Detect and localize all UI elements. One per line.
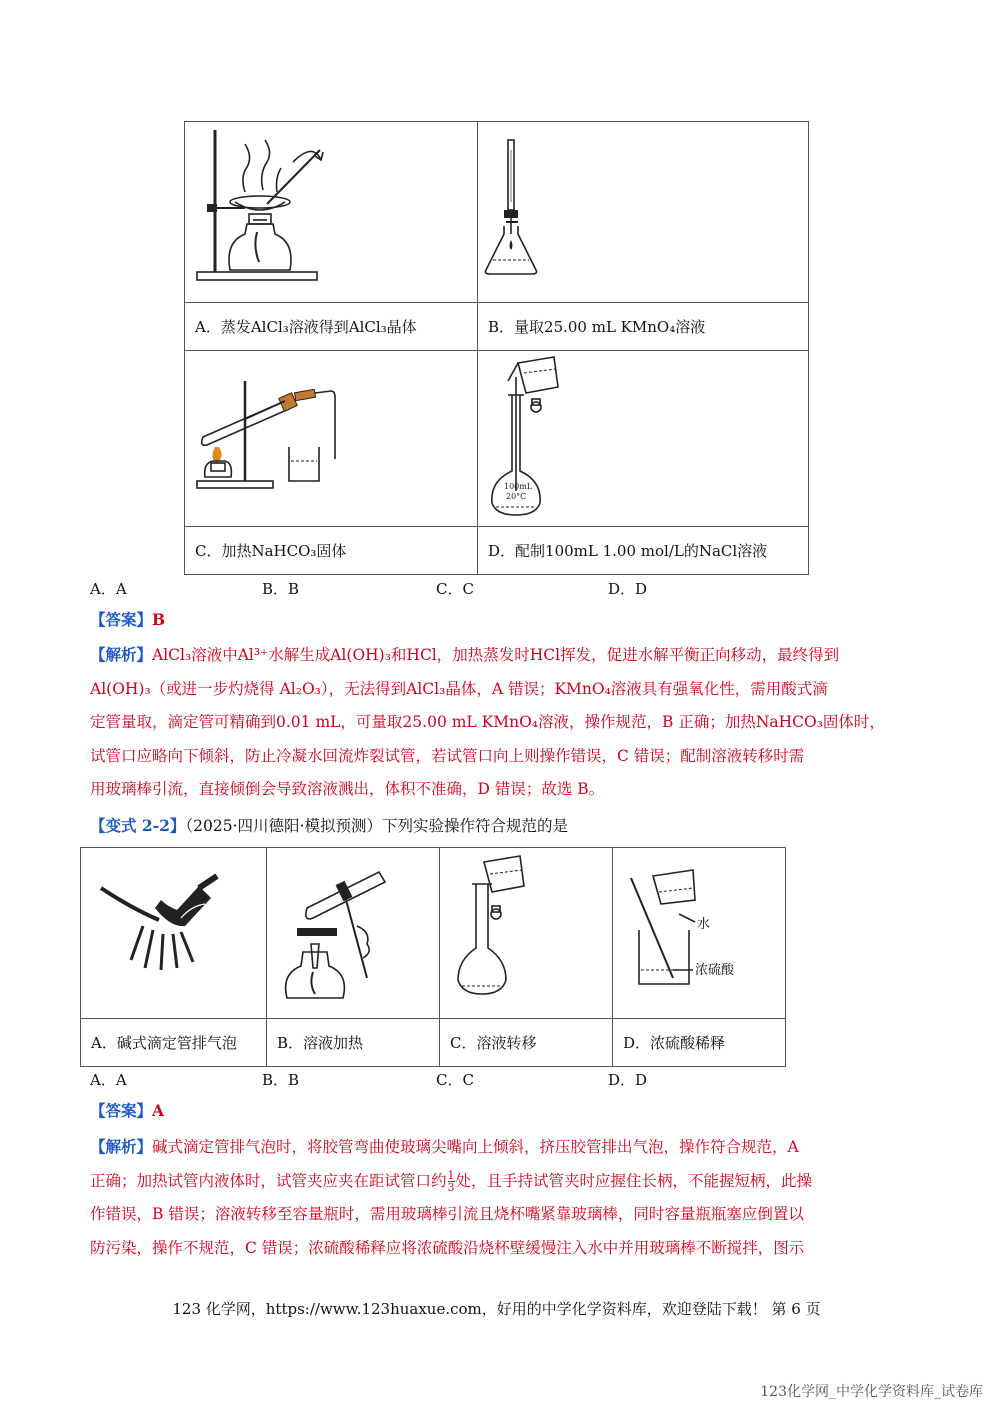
q1-analysis-line: 用玻璃棒引流，直接倾倒会导致溶液溅出，体积不准确，D 错误；故选 B。 — [90, 780, 605, 798]
q1-caption-b: B．量取25.00 mL KMnO₄溶液 — [488, 318, 706, 336]
flask-temp-label: 20°C — [506, 492, 527, 501]
q1-answer — [90, 603, 902, 638]
q1-analysis-line: AlCl₃溶液中Al³⁺水解生成Al(OH)₃和HCl，加热蒸发时HCl挥发，促进水解平衡正向移动，最终得到 — [152, 646, 840, 664]
q2-analysis-line: 碱式滴定管排气泡时，将胶管弯曲使玻璃尖嘴向上倾斜，挤压胶管排出气泡，操作符合规范，A — [152, 1138, 799, 1156]
q1-figure-table — [184, 121, 809, 575]
q1-caption-a: A．蒸发AlCl₃溶液得到AlCl₃晶体 — [195, 318, 417, 336]
q2-stem — [90, 814, 568, 836]
burette-flask-image — [478, 122, 808, 302]
q1-cell-a-caption — [185, 303, 478, 351]
q2-cell-c-caption — [440, 1019, 613, 1067]
q2-answer — [90, 1094, 902, 1129]
q2-analysis — [90, 1130, 902, 1265]
q1-cell-d-caption — [478, 527, 809, 575]
q2-analysis-label: 【解析】 — [90, 1137, 153, 1156]
watermark: 123化学网_中学化学资料库_试卷库 — [760, 1384, 983, 1400]
q1-cell-b-figure — [478, 122, 809, 303]
q2-stem-text: （2025·四川德阳·模拟预测）下列实验操作符合规范的是 — [185, 817, 568, 835]
evaporation-apparatus-image — [185, 122, 477, 302]
water-label: 水 — [697, 917, 711, 932]
q2-cell-d-figure — [613, 848, 786, 1019]
q2-options — [90, 1069, 790, 1089]
q1-cell-b-caption — [478, 303, 809, 351]
q1-cell-c-figure — [185, 351, 478, 527]
q1-answer-label: 【答案】 — [90, 610, 153, 629]
q2-cell-b-caption — [267, 1019, 440, 1067]
q2-caption-c: C．溶液转移 — [450, 1034, 537, 1052]
q2-figure-table — [80, 847, 786, 1067]
q1-options — [90, 578, 790, 598]
heating-test-tube-image — [185, 351, 477, 526]
q1-option-d: D．D — [608, 580, 648, 598]
q2-tag: 【变式 2-2】 — [90, 816, 186, 835]
q2-cell-c-figure — [440, 848, 613, 1019]
q2-answer-label: 【答案】 — [90, 1101, 153, 1120]
q1-option-a: A．A — [90, 580, 127, 598]
q1-option-c: C．C — [436, 580, 474, 598]
q1-cell-c-caption — [185, 527, 478, 575]
q2-option-b: B．B — [262, 1071, 300, 1089]
acid-dilution-image — [613, 848, 785, 1018]
fraction — [448, 1170, 455, 1193]
q1-analysis-line: 试管口应略向下倾斜，防止冷凝水回流炸裂试管，若试管口向上则操作错误，C 错误；配制溶液转移时需 — [90, 746, 805, 765]
q2-cell-b-figure — [267, 848, 440, 1019]
liquid-heating-image — [267, 848, 439, 1018]
q2-option-c: C．C — [436, 1071, 474, 1089]
solution-transfer-image — [440, 848, 612, 1018]
flask-volume-label: 100mL — [504, 482, 533, 491]
q2-analysis-line: 处，且手持试管夹时应握住长柄，不能握短柄，此操 — [455, 1171, 813, 1190]
q1-caption-c: C．加热NaHCO₃固体 — [195, 542, 347, 560]
q2-analysis-line: 作错误，B 错误；溶液转移至容量瓶时，需用玻璃棒引流且烧杯嘴紧靠玻璃棒，同时容量瓶瓶塞应倒置以 — [90, 1205, 804, 1223]
burette-bubble-image — [81, 848, 266, 1018]
q1-analysis — [90, 638, 902, 807]
q2-cell-a-figure — [81, 848, 267, 1019]
q1-analysis-line: 定管量取，滴定管可精确到0.01 mL，可量取25.00 mL KMnO₄溶液，操作规范，B 正确；加热NaHCO₃固体时， — [90, 713, 885, 731]
q2-cell-a-caption — [81, 1019, 267, 1067]
q2-analysis-line: 防污染，操作不规范，C 错误；浓硫酸稀释应将浓硫酸沿烧杯壁缓慢注入水中并用玻璃棒不断搅拌，图示 — [90, 1238, 805, 1257]
q2-caption-d: D．浓硫酸稀释 — [623, 1034, 726, 1052]
q1-cell-d-figure — [478, 351, 809, 527]
q2-answer-value: A — [152, 1101, 165, 1120]
q2-option-d: D．D — [608, 1071, 648, 1089]
q1-answer-value: B — [152, 610, 166, 629]
q2-option-a: A．A — [90, 1071, 127, 1089]
q2-caption-b: B．溶液加热 — [277, 1034, 364, 1052]
fraction-numerator: 1 — [447, 1169, 455, 1182]
conc-acid-label: 浓硫酸 — [695, 963, 735, 978]
q2-analysis-line: 正确；加热试管内液体时，试管夹应夹在距试管口约 — [90, 1171, 447, 1190]
q2-caption-a: A．碱式滴定管排气泡 — [91, 1034, 237, 1052]
q2-cell-d-caption — [613, 1019, 786, 1067]
q1-analysis-line: Al(OH)₃（或进一步灼烧得 Al₂O₃），无法得到AlCl₃晶体，A 错误；KMnO₄溶液具有强氧化性，需用酸式滴 — [90, 679, 828, 698]
q1-option-b: B．B — [262, 580, 300, 598]
volumetric-flask-image — [478, 351, 808, 526]
q1-cell-a-figure — [185, 122, 478, 303]
fraction-denominator: 3 — [447, 1181, 455, 1194]
q1-caption-d: D．配制100mL 1.00 mol/L的NaCl溶液 — [488, 542, 768, 560]
q1-analysis-label: 【解析】 — [90, 645, 153, 664]
page-footer: 123 化学网，https://www.123huaxue.com，好用的中学化学资料库，欢迎登陆下载！ 第 6 页 — [172, 1300, 821, 1318]
